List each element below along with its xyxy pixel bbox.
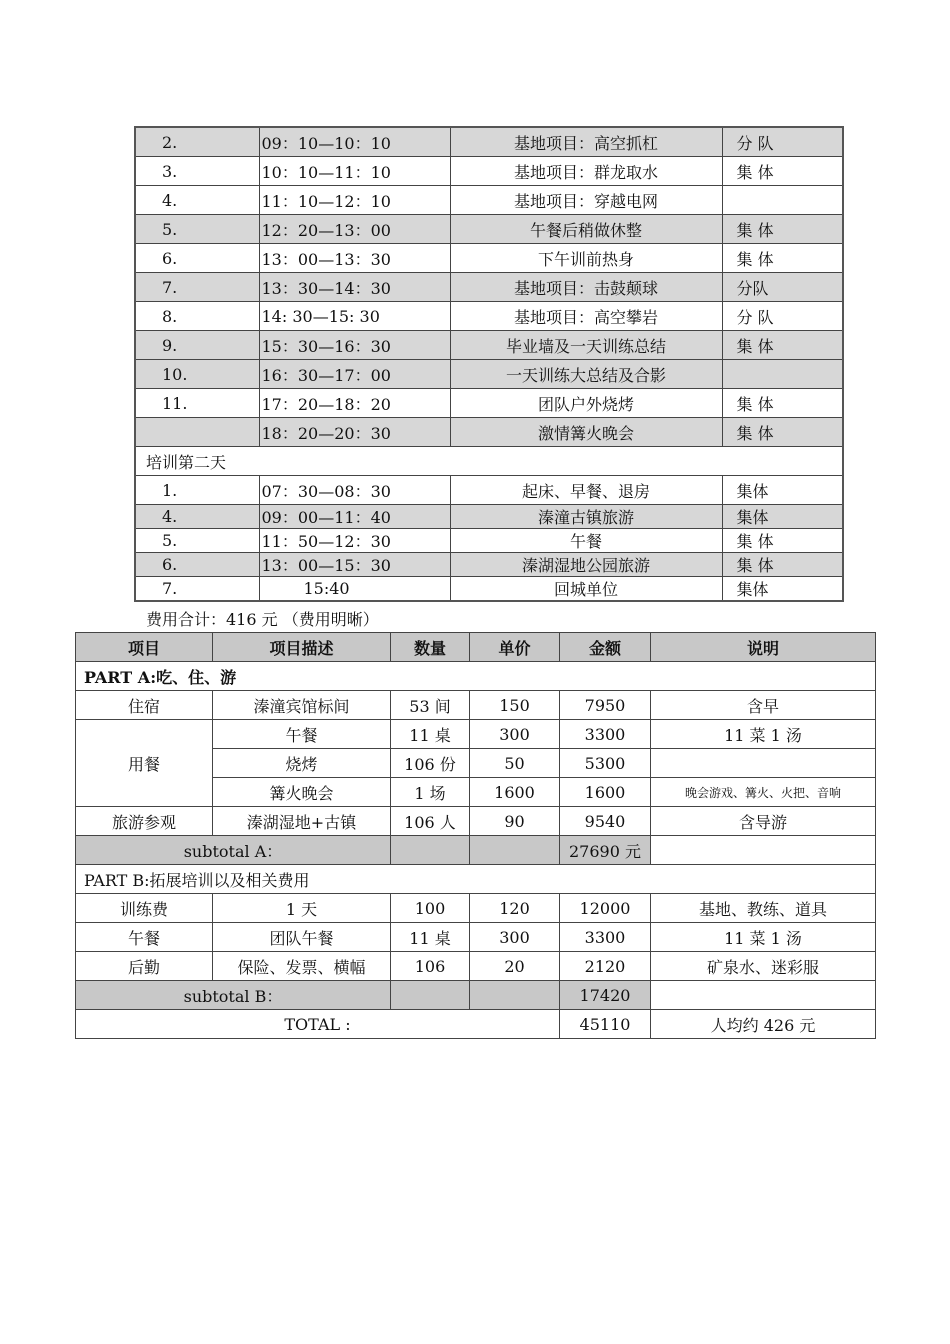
fee-total-line: 费用合计：416 元 （费用明晰） bbox=[146, 610, 379, 629]
cell-amount: 3300 bbox=[560, 720, 651, 749]
cell-number: 9. bbox=[135, 331, 259, 360]
cell-unit-price: 50 bbox=[470, 749, 560, 778]
header-unit-price: 单价 bbox=[470, 633, 560, 662]
cell-number: 8. bbox=[135, 302, 259, 331]
cell-unit-price: 90 bbox=[470, 807, 560, 836]
subtotal-b-row bbox=[76, 981, 876, 1010]
cell-time: 12：20—13：00 bbox=[259, 215, 450, 244]
header-quantity: 数量 bbox=[391, 633, 470, 662]
cell-group: 集 体 bbox=[722, 418, 843, 447]
schedule-row bbox=[135, 553, 843, 577]
cell-description: 保险、发票、横幅 bbox=[213, 952, 391, 981]
empty-cell bbox=[651, 836, 876, 865]
part-a-row bbox=[76, 662, 876, 691]
cell-group: 集 体 bbox=[722, 244, 843, 273]
cell-item: 训练费 bbox=[76, 894, 213, 923]
cell-amount: 12000 bbox=[560, 894, 651, 923]
cell-quantity: 11 桌 bbox=[391, 923, 470, 952]
cell-amount: 9540 bbox=[560, 807, 651, 836]
schedule-row bbox=[135, 476, 843, 505]
cell-number: 7. bbox=[135, 273, 259, 302]
cell-number: 7. bbox=[135, 577, 259, 602]
table-row bbox=[76, 720, 876, 749]
cell-time: 13：00—15：30 bbox=[259, 553, 450, 577]
empty-cell bbox=[470, 981, 560, 1010]
cell-time: 16：30—17：00 bbox=[259, 360, 450, 389]
cell-activity: 基地项目：群龙取水 bbox=[450, 157, 722, 186]
cell-time: 07：30—08：30 bbox=[259, 476, 450, 505]
part-a-label: PART A:吃、住、游 bbox=[76, 662, 876, 691]
schedule-row bbox=[135, 244, 843, 273]
cell-group bbox=[722, 360, 843, 389]
schedule-row bbox=[135, 418, 843, 447]
cell-quantity: 100 bbox=[391, 894, 470, 923]
cell-number: 3. bbox=[135, 157, 259, 186]
cell-note: 基地、教练、道具 bbox=[651, 894, 876, 923]
cell-group: 集 体 bbox=[722, 529, 843, 553]
schedule-table bbox=[134, 126, 844, 602]
cost-table bbox=[75, 632, 876, 1039]
cell-note: 含导游 bbox=[651, 807, 876, 836]
cell-group: 分队 bbox=[722, 273, 843, 302]
cell-note: 矿泉水、迷彩服 bbox=[651, 952, 876, 981]
cell-activity: 溱潼古镇旅游 bbox=[450, 505, 722, 529]
cell-number: 6. bbox=[135, 553, 259, 577]
cell-activity: 回城单位 bbox=[450, 577, 722, 602]
cell-note bbox=[651, 749, 876, 778]
cell-quantity: 106 人 bbox=[391, 807, 470, 836]
cell-quantity: 53 间 bbox=[391, 691, 470, 720]
cell-time: 09：00—11：40 bbox=[259, 505, 450, 529]
cell-item: 后勤 bbox=[76, 952, 213, 981]
total-note: 人均约 426 元 bbox=[651, 1010, 876, 1039]
cell-time: 15：30—16：30 bbox=[259, 331, 450, 360]
cell-description: 溱潼宾馆标间 bbox=[213, 691, 391, 720]
subtotal-a-amount: 27690 元 bbox=[560, 836, 651, 865]
cell-description: 午餐 bbox=[213, 720, 391, 749]
schedule-row bbox=[135, 215, 843, 244]
table-row bbox=[76, 807, 876, 836]
cell-unit-price: 120 bbox=[470, 894, 560, 923]
cell-time: 15:40 bbox=[259, 577, 450, 602]
cost-header-row bbox=[76, 633, 876, 662]
table-row bbox=[76, 952, 876, 981]
cell-quantity: 106 bbox=[391, 952, 470, 981]
cell-activity: 一天训练大总结及合影 bbox=[450, 360, 722, 389]
cell-description: 篝火晚会 bbox=[213, 778, 391, 807]
header-item: 项目 bbox=[76, 633, 213, 662]
cell-quantity: 106 份 bbox=[391, 749, 470, 778]
subtotal-b-label: subtotal B： bbox=[76, 981, 391, 1010]
subtotal-a-label: subtotal A： bbox=[76, 836, 391, 865]
cell-unit-price: 300 bbox=[470, 923, 560, 952]
subtotal-a-row bbox=[76, 836, 876, 865]
header-note: 说明 bbox=[651, 633, 876, 662]
cell-number: 11. bbox=[135, 389, 259, 418]
cell-group: 分 队 bbox=[722, 302, 843, 331]
schedule-row bbox=[135, 273, 843, 302]
cell-time: 11：10—12：10 bbox=[259, 186, 450, 215]
cell-quantity: 11 桌 bbox=[391, 720, 470, 749]
cell-activity: 毕业墙及一天训练总结 bbox=[450, 331, 722, 360]
cell-time: 18：20—20：30 bbox=[259, 418, 450, 447]
schedule-row bbox=[135, 389, 843, 418]
cell-number: 5. bbox=[135, 529, 259, 553]
cell-unit-price: 1600 bbox=[470, 778, 560, 807]
part-b-label: PART B:拓展培训以及相关费用 bbox=[76, 865, 876, 894]
cell-note: 含早 bbox=[651, 691, 876, 720]
cell-number: 4. bbox=[135, 505, 259, 529]
cell-time: 13：00—13：30 bbox=[259, 244, 450, 273]
cell-group: 集 体 bbox=[722, 553, 843, 577]
cell-activity: 起床、早餐、退房 bbox=[450, 476, 722, 505]
cell-item: 午餐 bbox=[76, 923, 213, 952]
empty-cell bbox=[470, 836, 560, 865]
cell-item: 旅游参观 bbox=[76, 807, 213, 836]
cell-time: 17：20—18：20 bbox=[259, 389, 450, 418]
cell-group bbox=[722, 186, 843, 215]
schedule-row bbox=[135, 157, 843, 186]
cell-description: 团队午餐 bbox=[213, 923, 391, 952]
cell-number bbox=[135, 418, 259, 447]
cell-unit-price: 300 bbox=[470, 720, 560, 749]
cell-quantity: 1 场 bbox=[391, 778, 470, 807]
cell-number: 4. bbox=[135, 186, 259, 215]
cell-time: 13：30—14：30 bbox=[259, 273, 450, 302]
cell-activity: 基地项目：高空攀岩 bbox=[450, 302, 722, 331]
cell-group: 分 队 bbox=[722, 127, 843, 157]
table-row bbox=[76, 894, 876, 923]
cell-time: 11：50—12：30 bbox=[259, 529, 450, 553]
cell-group: 集 体 bbox=[722, 331, 843, 360]
cell-time: 10：10—11：10 bbox=[259, 157, 450, 186]
total-amount: 45110 bbox=[560, 1010, 651, 1039]
cell-group: 集体 bbox=[722, 577, 843, 602]
cell-description: 1 天 bbox=[213, 894, 391, 923]
cell-time: 14: 30—15: 30 bbox=[259, 302, 450, 331]
cell-amount: 2120 bbox=[560, 952, 651, 981]
empty-cell bbox=[651, 981, 876, 1010]
empty-cell bbox=[391, 981, 470, 1010]
cell-number: 2. bbox=[135, 127, 259, 157]
cell-group: 集体 bbox=[722, 505, 843, 529]
cell-activity: 午餐 bbox=[450, 529, 722, 553]
empty-cell bbox=[391, 836, 470, 865]
schedule-row bbox=[135, 360, 843, 389]
schedule-row bbox=[135, 529, 843, 553]
cell-activity: 午餐后稍做休整 bbox=[450, 215, 722, 244]
cell-unit-price: 150 bbox=[470, 691, 560, 720]
cell-description: 溱湖湿地+古镇 bbox=[213, 807, 391, 836]
part-b-row bbox=[76, 865, 876, 894]
cell-description: 烧烤 bbox=[213, 749, 391, 778]
cell-number: 6. bbox=[135, 244, 259, 273]
cell-number: 10. bbox=[135, 360, 259, 389]
cell-amount: 7950 bbox=[560, 691, 651, 720]
cell-group: 集 体 bbox=[722, 215, 843, 244]
cell-number: 1. bbox=[135, 476, 259, 505]
schedule-row bbox=[135, 331, 843, 360]
total-row bbox=[76, 1010, 876, 1039]
schedule-row bbox=[135, 127, 843, 157]
cell-note: 晚会游戏、篝火、火把、音响 bbox=[651, 778, 876, 807]
cell-activity: 下午训前热身 bbox=[450, 244, 722, 273]
header-description: 项目描述 bbox=[213, 633, 391, 662]
day2-label: 培训第二天 bbox=[135, 447, 843, 476]
cell-number: 5. bbox=[135, 215, 259, 244]
header-amount: 金额 bbox=[560, 633, 651, 662]
cell-activity: 基地项目：击鼓颠球 bbox=[450, 273, 722, 302]
schedule-row bbox=[135, 186, 843, 215]
cell-amount: 5300 bbox=[560, 749, 651, 778]
cell-note: 11 菜 1 汤 bbox=[651, 720, 876, 749]
cell-amount: 1600 bbox=[560, 778, 651, 807]
schedule-body bbox=[135, 127, 843, 601]
total-label: TOTAL : bbox=[76, 1010, 560, 1039]
table-row bbox=[76, 691, 876, 720]
cell-activity: 溱湖湿地公园旅游 bbox=[450, 553, 722, 577]
cell-note: 11 菜 1 汤 bbox=[651, 923, 876, 952]
cell-unit-price: 20 bbox=[470, 952, 560, 981]
cell-group: 集 体 bbox=[722, 389, 843, 418]
cell-item: 住宿 bbox=[76, 691, 213, 720]
day2-heading-row bbox=[135, 447, 843, 476]
subtotal-b-amount: 17420 bbox=[560, 981, 651, 1010]
cell-amount: 3300 bbox=[560, 923, 651, 952]
cell-activity: 基地项目：穿越电网 bbox=[450, 186, 722, 215]
schedule-row bbox=[135, 302, 843, 331]
schedule-row bbox=[135, 577, 843, 602]
schedule-row bbox=[135, 505, 843, 529]
cell-group: 集 体 bbox=[722, 157, 843, 186]
cell-activity: 基地项目：高空抓杠 bbox=[450, 127, 722, 157]
cell-activity: 团队户外烧烤 bbox=[450, 389, 722, 418]
cell-activity: 激情篝火晚会 bbox=[450, 418, 722, 447]
cell-time: 09：10—10：10 bbox=[259, 127, 450, 157]
table-row bbox=[76, 923, 876, 952]
cell-item: 用餐 bbox=[76, 720, 213, 807]
cell-group: 集体 bbox=[722, 476, 843, 505]
